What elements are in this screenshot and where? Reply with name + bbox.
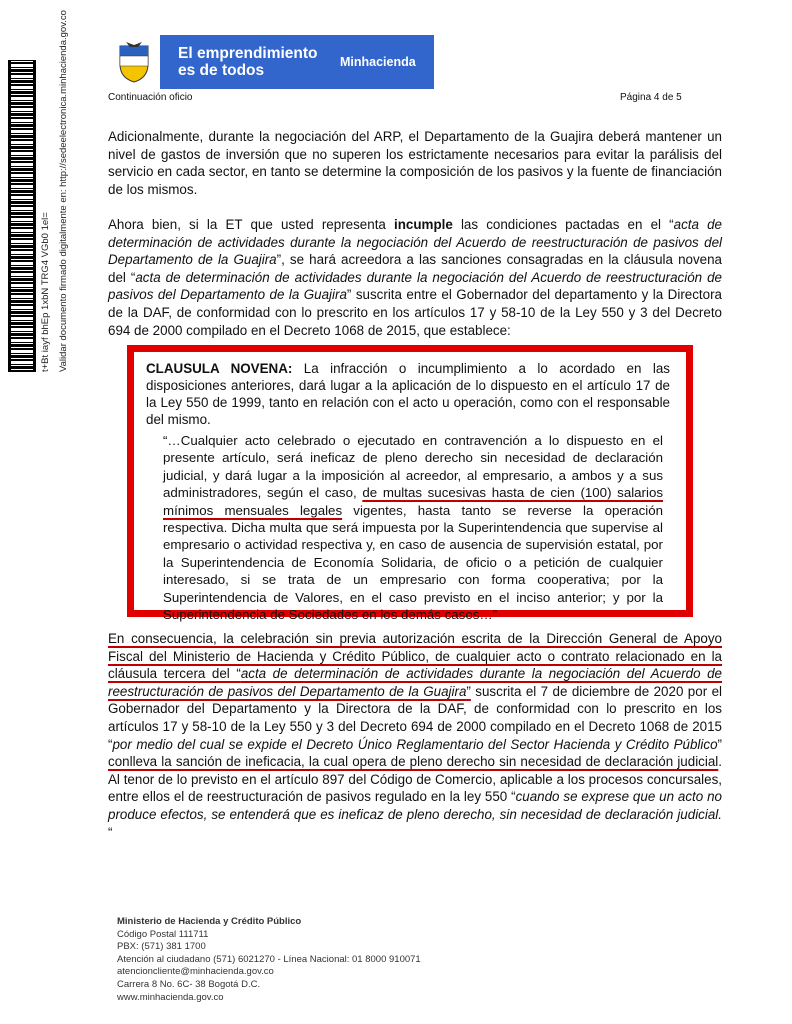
p2-bold: incumple xyxy=(394,217,453,232)
p3-italic: por medio del cual se expide el Decreto Único Reglamentario del Sector Hacienda y Crédito Público xyxy=(112,736,718,752)
qr-code xyxy=(8,60,36,372)
paragraph-2 xyxy=(108,216,722,339)
p2-text: ” suscrita entre el Gobernador del departamento y la Directora de la DAF, de conformidad con lo prescrito en los artículos 17 y 58-10 de la Ley 550 y 3 del Decreto 694 de 2000 compilado en el Decreto 1068 de 2015, que establece: xyxy=(108,287,722,338)
verification-code: t+Bt iayf bhEp 1xbN TRG4 VGb0 1el= xyxy=(40,212,51,372)
slogan: El emprendimiento es de todos xyxy=(178,45,318,79)
clausula-title: CLAUSULA NOVENA: xyxy=(146,361,293,376)
p3-underlined: En consecuencia, la celebración sin previa autorización escrita de la Dirección General de Apoyo Fiscal del Ministerio de Hacienda y Crédito Público, de cualquier acto o contrato relacionado en la cláusula tercera del “ xyxy=(108,631,722,682)
colombia-shield-icon xyxy=(108,35,160,89)
quote-text: “…Cualquier acto celebrado o ejecutado en contravención a lo dispuesto en el presente artículo, será ineficaz de pleno derecho sin necesidad de declaración judicial, y dará lugar a la imposición al acreedor, al empresario, a ambos y a sus administradores, según el caso, xyxy=(163,433,663,501)
letterhead xyxy=(108,35,434,89)
p3-underlined: ” xyxy=(466,683,471,699)
footer-email: atencioncliente@minhacienda.gov.co xyxy=(117,966,274,978)
p3-text: “ xyxy=(108,824,113,840)
p3-text: . Al tenor de lo previsto en el artículo 897 del Código de Comercio, aplicable a los procesos concursales, entre ellos el de reestructuración de pasivos regulado en la ley 550 “ xyxy=(108,754,722,805)
page-number: Página 4 de 5 xyxy=(620,92,682,103)
footer-org: Ministerio de Hacienda y Crédito Público xyxy=(117,916,302,927)
footer-postal: Código Postal 111711 xyxy=(117,928,209,940)
clausula-text: La infracción o incumplimiento a lo acordado en las disposiciones anteriores, dará lugar a la aplicación de lo dispuesto en el artículo 17 de la Ley 550 de 1999, tanto en relación con el acto u operación, como con el responsable del mismo. xyxy=(146,361,670,427)
p3-italic-underlined: acta de determinación de actividades durante la negociación del Acuerdo de reestructuración de pasivos del Departamento de la Guajira xyxy=(108,666,723,699)
p2-italic: acta de determinación de actividades durante la negociación del Acuerdo de reestructuración de pasivos del Departamento de la Guajira xyxy=(108,269,722,303)
brand-banner xyxy=(160,35,434,89)
footer-atencion: Atención al ciudadano (571) 6021270 - Línea Nacional: 01 8000 910071 xyxy=(117,953,421,965)
p3-text: suscrita el 7 de diciembre de 2020 por el Gobernador del Departamento y la Directora de la DAF, de conformidad con lo prescrito en los artículos 17 y 58-10 de la Ley 550 y 3 del Decreto 694 de 2000 compilado en el Decreto 1068 de 2015 “ xyxy=(108,683,722,752)
footer-pbx: PBX: (571) 381 1700 xyxy=(117,941,206,953)
ministry-logo-text: Minhacienda xyxy=(340,55,416,69)
footer xyxy=(117,916,421,1004)
quote-underlined: de multas sucesivas hasta de cien (100) salarios mínimos mensuales legales xyxy=(163,485,663,518)
p2-text: ”, se hará acreedora a las sanciones consagradas en la cláusula novena del “ xyxy=(108,252,722,285)
p2-text: Ahora bien, si la ET que usted representa xyxy=(108,217,395,232)
footer-web: www.minhacienda.gov.co xyxy=(117,991,224,1003)
paragraph-3 xyxy=(108,630,722,841)
continuation-label: Continuación oficio xyxy=(108,92,193,103)
paragraph-1: Adicionalmente, durante la negociación del ARP, el Departamento de la Guajira deberá mantener un nivel de gastos de inversión que no superen los estrictamente necesarios para evitar la parálisis del servicio en cada sector, en tanto se determine la composición de los pasivos y la fuente de financiación de los mismos. xyxy=(108,129,722,197)
p2-text: las condiciones pactadas en el “ xyxy=(452,217,674,232)
p2-italic: acta de determinación de actividades durante la negociación del Acuerdo de reestructuración de pasivos del Departamento de la Guajira xyxy=(108,217,722,268)
clausula-novena xyxy=(146,360,670,428)
p3-underlined: conlleva la sanción de ineficacia, la cual opera de pleno derecho sin necesidad de declaración judicial xyxy=(108,754,719,770)
law-quote xyxy=(163,432,663,623)
quote-text: vigentes, hasta tanto se reverse la operación respectiva. Dicha multa que será impuesta por la Superintendencia que supervise al empresario o actividad respectiva y, en caso de ausencia de supervisión estatal, por la Superintendencia de Economía Solidaria, de oficio o a petición de cualquier interesado, si se trata de un empresario con forma cooperativa; por la Superintendencia de Valores, en el caso previsto en el inciso anterior; y por la Superintendencia de Sociedades en los demás casos…” xyxy=(163,502,663,623)
p3-text: ” xyxy=(717,736,722,752)
validation-link: Validar documento firmado digitalmente en: http://sedeelectronica.minhacienda.gov.co xyxy=(58,10,69,372)
footer-address: Carrera 8 No. 6C- 38 Bogotá D.C. xyxy=(117,978,261,990)
p3-italic: cuando se exprese que un acto no produce efectos, se entenderá que es ineficaz de pleno derecho, sin necesidad de declaración judicial. xyxy=(108,789,722,822)
